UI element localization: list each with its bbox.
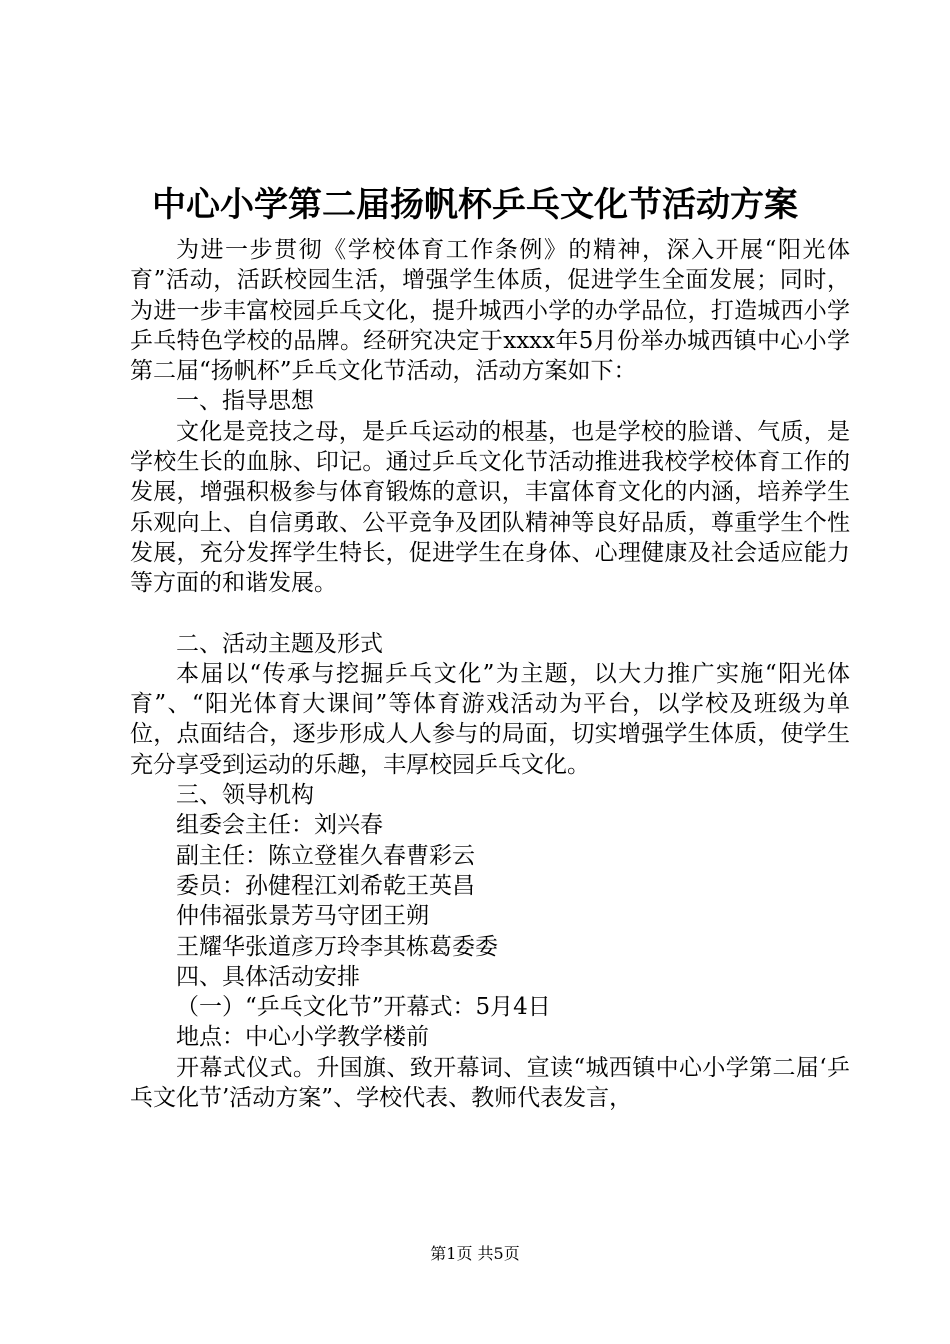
committee-deputy-directors: 副主任：陈立登崔久春曹彩云: [176, 842, 475, 869]
page-footer: 第1页 共5页: [430, 1244, 520, 1263]
schedule-location: 地点：中心小学教学楼前: [176, 1024, 429, 1051]
committee-members: 委员：孙健程江刘希乾王英昌: [176, 872, 475, 899]
document-title: 中心小学第二届扬帆杯乒乓文化节活动方案: [152, 185, 798, 225]
committee-members-continued-2: 王耀华张道彦万玲李其栋葛委委: [176, 933, 498, 960]
schedule-opening-ceremony: （一）“乒乓文化节”开幕式：5月4日: [176, 994, 551, 1021]
section-heading-leadership: 三、领导机构: [176, 782, 314, 809]
intro-paragraph: 为进一步贯彻《学校体育工作条例》的精神，深入开展“阳光体育”活动，活跃校园生活，增强学生体质，促进学生全面发展；同时，为进一步丰富校园乒乓文化，提升城西小学的办学品位，打造城西小学乒乓特色学校的品牌。经研究决定于xxxx年5月份举办城西镇中心小学第二届“扬帆杯”乒乓文化节活动，活动方案如下：: [130, 237, 850, 385]
guiding-thought-paragraph: 文化是竞技之母，是乒乓运动的根基，也是学校的脸谱、气质，是学校生长的血脉、印记。通过乒乓文化节活动推进我校学校体育工作的发展，增强积极参与体育锻炼的意识，丰富体育文化的内涵，培养学生乐观向上、自信勇敢、公平竞争及团队精神等良好品质，尊重学生个性发展，充分发挥学生特长，促进学生在身体、心理健康及社会适应能力等方面的和谐发展。: [130, 418, 850, 597]
theme-paragraph: 本届以“传承与挖掘乒乓文化”为主题，以大力推广实施“阳光体育”、“阳光体育大课间”等体育游戏活动为平台，以学校及班级为单位，点面结合，逐步形成人人参与的局面，切实增强学生体质，使学生充分享受到运动的乐趣，丰厚校园乒乓文化。: [130, 660, 850, 778]
document-body: [130, 235, 850, 1113]
committee-members-continued: 仲伟福张景芳马守团王朔: [176, 903, 429, 930]
section-heading-schedule: 四、具体活动安排: [176, 963, 360, 990]
paragraph-gap: [130, 599, 850, 629]
section-heading-theme-and-format: 二、活动主题及形式: [176, 630, 383, 657]
section-heading-guiding-thought: 一、指导思想: [176, 388, 314, 415]
opening-ceremony-paragraph: 开幕式仪式。升国旗、致开幕词、宣读“城西镇中心小学第二届‘乒乓文化节’活动方案”、学校代表、教师代表发言，: [130, 1054, 850, 1112]
committee-director: 组委会主任：刘兴春: [176, 812, 383, 839]
